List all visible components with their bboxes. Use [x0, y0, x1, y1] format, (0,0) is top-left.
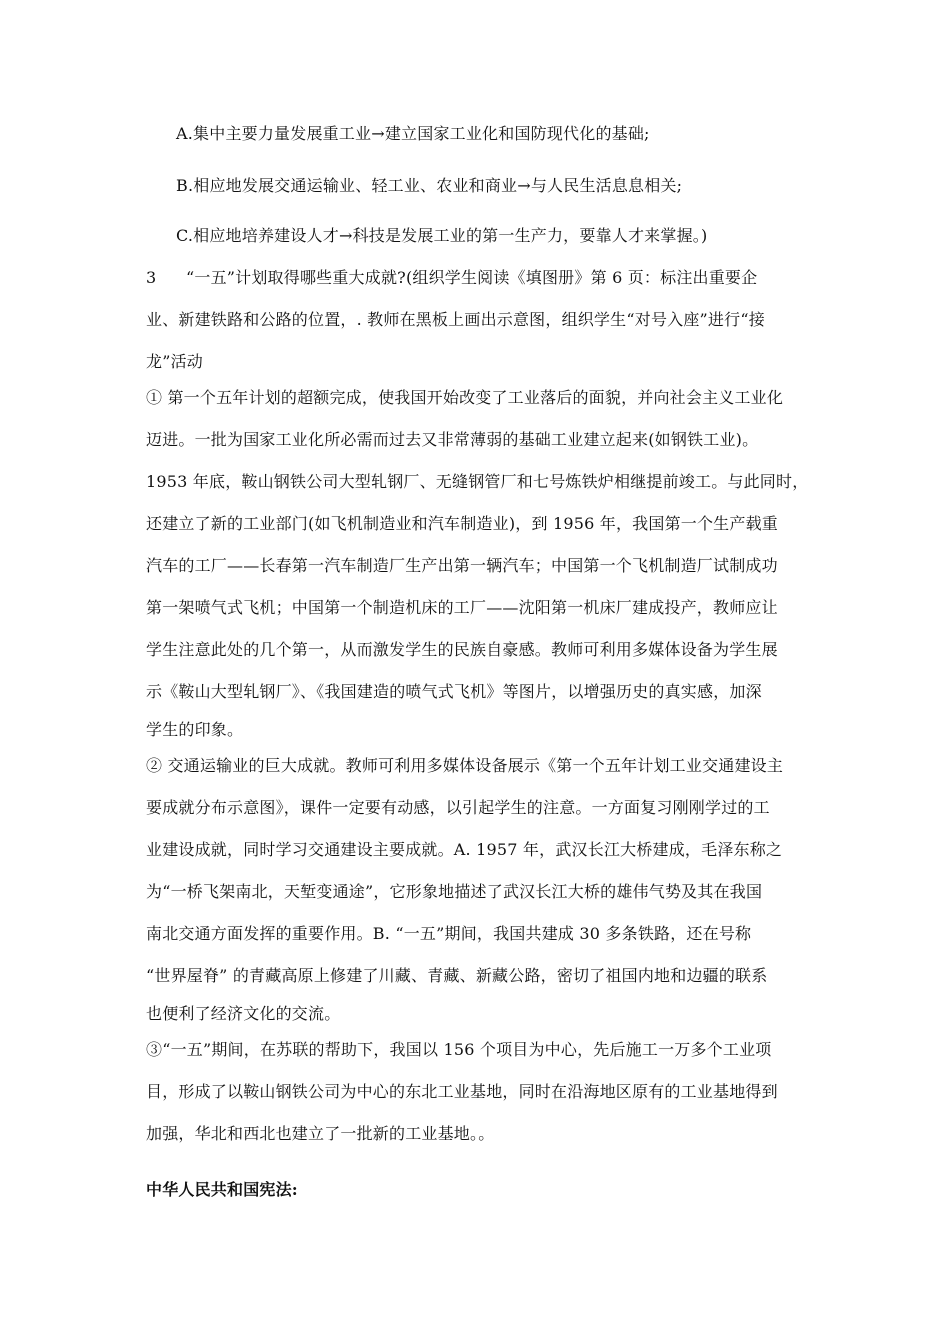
paragraph-line: 业建设成就，同时学习交通建设主要成就。A. 1957 年，武汉长江大桥建成，毛泽东称之 [146, 840, 783, 859]
question-line: “一五”计划取得哪些重大成就?(组织学生阅读《填图册》第 6 页：标注出重要企 [186, 268, 758, 287]
paragraph-line: 也便利了经济文化的交流。 [146, 1004, 341, 1023]
section-heading: 中华人民共和国宪法: [146, 1180, 298, 1199]
paragraph-line: 汽车的工厂——长春第一汽车制造厂生产出第一辆汽车；中国第一个飞机制造厂试制成功 [146, 556, 778, 575]
paragraph-line: 学生注意此处的几个第一，从而激发学生的民族自豪感。教师可利用多媒体设备为学生展 [146, 640, 778, 659]
paragraph-line: 示《鞍山大型轧钢厂》、《我国建造的喷气式飞机》等图片，以增强历史的真实感，加深 [146, 682, 762, 701]
paragraph-line: 加强，华北和西北也建立了一批新的工业基地。。 [146, 1124, 495, 1143]
paragraph-line: 学生的印象。 [146, 720, 244, 739]
paragraph-line: 迈进。一批为国家工业化所必需而过去又非常薄弱的基础工业建立起来(如钢铁工业)。 [146, 430, 759, 449]
paragraph-line: 为“一桥飞架南北，天堑变通途”，它形象地描述了武汉长江大桥的雄伟气势及其在我国 [146, 882, 763, 901]
paragraph-line: ③“一五”期间，在苏联的帮助下，我国以 156 个项目为中心，先后施工一万多个工业项 [146, 1040, 772, 1059]
paragraph-line: 第一架喷气式飞机；中国第一个制造机床的工厂——沈阳第一机床厂建成投产，教师应让 [146, 598, 778, 617]
paragraph-line: 南北交通方面发挥的重要作用。B. “一五”期间，我国共建成 30 多条铁路，还在号称 [146, 924, 752, 943]
item-c: C.相应地培养建设人才→科技是发展工业的第一生产力，要靠人才来掌握。) [176, 226, 708, 245]
paragraph-line: “世界屋脊” 的青藏高原上修建了川藏、青藏、新藏公路，密切了祖国内地和边疆的联系 [146, 966, 768, 985]
paragraph-line: 还建立了新的工业部门(如飞机制造业和汽车制造业)，到 1956 年，我国第一个生产载重 [146, 514, 778, 533]
paragraph-line: 目，形成了以鞍山钢铁公司为中心的东北工业基地，同时在沿海地区原有的工业基地得到 [146, 1082, 778, 1101]
paragraph-line: 要成就分布示意图》，课件一定要有动感，以引起学生的注意。一方面复习刚刚学过的工 [146, 798, 770, 817]
paragraph-line: ② 交通运输业的巨大成就。教师可利用多媒体设备展示《第一个五年计划工业交通建设主 [146, 756, 784, 775]
paragraph-line: 1953 年底，鞍山钢铁公司大型轧钢厂、无缝钢管厂和七号炼铁炉相继提前竣工。与此同时， [146, 472, 809, 491]
question-number: 3 [146, 268, 157, 287]
paragraph-line: ① 第一个五年计划的超额完成，使我国开始改变了工业落后的面貌，并向社会主义工业化 [146, 388, 784, 407]
question-line: 龙”活动 [146, 352, 203, 371]
item-b: B.相应地发展交通运输业、轻工业、农业和商业→与人民生活息息相关; [176, 176, 683, 195]
item-a: A.集中主要力量发展重工业→建立国家工业化和国防现代化的基础; [176, 124, 650, 143]
question-line: 业、新建铁路和公路的位置，. 教师在黑板上画出示意图，组织学生“对号入座”进行“接 [146, 310, 765, 329]
